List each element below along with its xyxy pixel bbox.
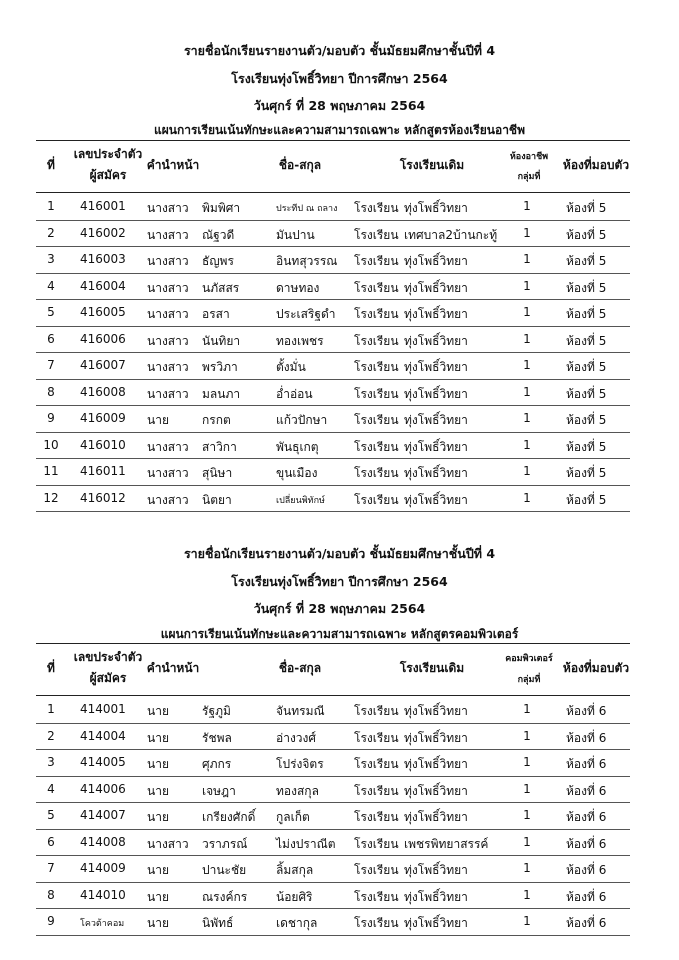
header-room: ห้องที่มอบตัว	[562, 158, 630, 172]
cell-no: 9	[47, 914, 55, 928]
table-top-rule	[36, 643, 630, 644]
cell-group: 1	[523, 278, 531, 293]
cell-group: 1	[523, 702, 531, 716]
section-title: รายชื่อนักเรียนรายงานตัว/มอบตัว ชั้นมัธยมศึกษาชั้นปีที่ 4	[183, 43, 496, 58]
cell-first-name: พรวิภา	[202, 360, 238, 374]
cell-school-word: โรงเรียน	[354, 466, 399, 480]
cell-applicant-id: 414008	[80, 834, 126, 849]
cell-school-name: ทุ่งโพธิ์วิทยา	[404, 783, 468, 798]
cell-prefix: นาย	[147, 704, 169, 718]
cell-applicant-id: 414007	[80, 808, 126, 822]
cell-school-name: เพชรพิทยาสรรค์	[404, 836, 489, 851]
cell-room: ห้องที่ 5	[566, 360, 607, 374]
cell-last-name: ดาษทอง	[276, 280, 320, 295]
cell-first-name: ปานะชัย	[202, 863, 247, 877]
header-name: ชื่อ-สกุล	[278, 661, 322, 675]
cell-room: ห้องที่ 6	[566, 863, 607, 877]
cell-last-name: ลิ้มสกุล	[276, 863, 314, 877]
cell-prefix: นางสาว	[147, 280, 189, 295]
table-row	[36, 724, 630, 751]
cell-school-word: โรงเรียน	[354, 810, 399, 824]
cell-group: 1	[523, 331, 531, 346]
cell-first-name: อรสา	[202, 307, 230, 321]
cell-no: 12	[43, 490, 59, 505]
cell-school-name: ทุ่งโพธิ์วิทยา	[404, 386, 468, 401]
cell-school-word: โรงเรียน	[354, 227, 399, 242]
cell-room: ห้องที่ 6	[566, 704, 607, 718]
cell-applicant-id: 416003	[80, 252, 126, 266]
cell-no: 1	[47, 199, 55, 213]
cell-school-name: ทุ่งโพธิ์วิทยา	[404, 254, 468, 268]
table-row	[36, 909, 630, 936]
cell-school-name: ทุ่งโพธิ์วิทยา	[404, 280, 468, 295]
cell-school-word: โรงเรียน	[354, 757, 399, 771]
cell-prefix: นาย	[147, 730, 169, 745]
cell-school-name: ทุ่งโพธิ์วิทยา	[404, 466, 468, 480]
cell-last-name: โปร่งจิตร	[276, 757, 324, 771]
header-group-line2: กลุ่มที่	[517, 172, 541, 182]
cell-prefix: นาย	[147, 889, 169, 904]
cell-group: 1	[523, 305, 531, 319]
cell-first-name: ณัฐวดี	[202, 227, 235, 242]
cell-room: ห้องที่ 5	[566, 227, 607, 242]
cell-school-word: โรงเรียน	[354, 704, 399, 718]
cell-school-name: ทุ่งโพธิ์วิทยา	[404, 333, 468, 348]
program-line: แผนการเรียนเน้นทักษะและความสามารถเฉพาะ หลักสูตรคอมพิวเตอร์	[160, 627, 519, 641]
cell-first-name: กรกต	[202, 413, 231, 427]
cell-applicant-id: 416011	[80, 464, 126, 478]
cell-group: 1	[523, 490, 531, 505]
cell-school-word: โรงเรียน	[354, 783, 399, 798]
cell-first-name: รัฐภูมิ	[202, 704, 231, 718]
cell-school-name: ทุ่งโพธิ์วิทยา	[404, 730, 468, 745]
cell-prefix: นาย	[147, 413, 169, 427]
cell-first-name: เจษฎา	[202, 783, 236, 798]
cell-applicant-id: 414009	[80, 861, 126, 875]
cell-last-name: อ่ำอ่อน	[276, 386, 313, 401]
cell-prefix: นางสาว	[147, 386, 189, 401]
cell-group: 1	[523, 914, 531, 928]
cell-first-name: สาวิกา	[202, 439, 237, 454]
cell-school-word: โรงเรียน	[354, 360, 399, 374]
cell-school-word: โรงเรียน	[354, 201, 399, 215]
cell-group: 1	[523, 728, 531, 743]
cell-room: ห้องที่ 6	[566, 783, 607, 798]
cell-group: 1	[523, 411, 531, 425]
report-date: วันศุกร์ ที่ 28 พฤษภาคม 2564	[253, 601, 426, 616]
cell-first-name: ธัญพร	[202, 254, 234, 268]
cell-group: 1	[523, 437, 531, 452]
cell-school-word: โรงเรียน	[354, 254, 399, 268]
cell-room: ห้องที่ 5	[566, 280, 607, 295]
program-line: แผนการเรียนเน้นทักษะและความสามารถเฉพาะ หลักสูตรห้องเรียนอาชีพ	[153, 123, 525, 137]
cell-last-name: ทองเพชร	[276, 333, 324, 348]
cell-first-name: ศุภกร	[202, 757, 232, 771]
cell-room: ห้องที่ 5	[566, 439, 607, 454]
cell-school-word: โรงเรียน	[354, 307, 399, 321]
cell-prefix: นาย	[147, 863, 169, 877]
cell-no: 3	[47, 252, 55, 266]
table-row	[36, 883, 630, 910]
cell-school-word: โรงเรียน	[354, 413, 399, 427]
cell-room: ห้องที่ 6	[566, 757, 607, 771]
header-group-line1: คอมพิวเตอร์	[505, 654, 553, 664]
cell-prefix: นางสาว	[147, 201, 189, 215]
header-room: ห้องที่มอบตัว	[562, 661, 630, 675]
cell-group: 1	[523, 861, 531, 875]
cell-school-name: ทุ่งโพธิ์วิทยา	[404, 889, 468, 904]
cell-room: ห้องที่ 5	[566, 201, 607, 215]
cell-room: ห้องที่ 5	[566, 307, 607, 321]
cell-no: 7	[47, 358, 55, 372]
cell-prefix: นางสาว	[147, 466, 189, 480]
cell-first-name: พิมพิศา	[202, 201, 241, 215]
cell-applicant-id: 416012	[80, 490, 126, 505]
cell-first-name: นันทิยา	[202, 333, 241, 348]
cell-first-name: เกรียงศักดิ์	[202, 810, 256, 824]
cell-school-name: ทุ่งโพธิ์วิทยา	[404, 307, 468, 321]
cell-last-name: มันปาน	[276, 227, 315, 242]
cell-last-name: ไม่งปราณีต	[276, 836, 336, 851]
cell-group: 1	[523, 252, 531, 266]
header-prefix: คำนำหน้า	[146, 661, 200, 675]
cell-first-name: นิพัทธ์	[202, 916, 234, 930]
cell-last-name: น้อยศิริ	[276, 889, 313, 904]
cell-school-word: โรงเรียน	[354, 889, 399, 904]
cell-prefix: นาย	[147, 916, 169, 930]
cell-first-name: วราภรณ์	[202, 836, 248, 851]
cell-last-name: เดชากุล	[276, 916, 318, 930]
cell-group: 1	[523, 358, 531, 372]
cell-no: 5	[47, 305, 55, 319]
cell-room: ห้องที่ 5	[566, 254, 607, 268]
cell-last-name: ทองสกุล	[276, 783, 319, 798]
cell-first-name: นิตยา	[202, 492, 232, 507]
cell-prefix: นางสาว	[147, 307, 189, 321]
cell-school-word: โรงเรียน	[354, 386, 399, 401]
cell-school-word: โรงเรียน	[354, 280, 399, 295]
header-bottom-rule	[36, 695, 630, 696]
cell-applicant-id: 414001	[80, 702, 126, 716]
cell-last-name: เปลี่ยนพิทักษ์	[276, 495, 325, 506]
cell-last-name: ประทีป ณ ถลาง	[276, 204, 338, 214]
header-applicant-line1: เลขประจำตัว	[73, 650, 143, 664]
cell-no: 6	[47, 834, 55, 849]
cell-first-name: รัชพล	[202, 730, 232, 745]
cell-first-name: สุนิษา	[202, 466, 233, 480]
cell-last-name: กูลเก็ต	[276, 810, 310, 824]
cell-school-name: ทุ่งโพธิ์วิทยา	[404, 492, 468, 507]
cell-group: 1	[523, 808, 531, 822]
cell-applicant-id: 416008	[80, 384, 126, 399]
cell-no: 8	[47, 384, 55, 399]
cell-group: 1	[523, 199, 531, 213]
cell-applicant-id: 416005	[80, 305, 126, 319]
cell-last-name: ขุนเมือง	[276, 466, 318, 480]
cell-applicant-id: โควต้าคอม	[80, 919, 125, 929]
header-applicant-line1: เลขประจำตัว	[73, 147, 143, 161]
cell-room: ห้องที่ 5	[566, 386, 607, 401]
cell-school-word: โรงเรียน	[354, 836, 399, 851]
cell-prefix: นาย	[147, 783, 169, 798]
table-row	[36, 697, 630, 724]
cell-school-word: โรงเรียน	[354, 730, 399, 745]
cell-no: 5	[47, 808, 55, 822]
cell-room: ห้องที่ 5	[566, 466, 607, 480]
cell-no: 9	[47, 411, 55, 425]
cell-school-name: ทุ่งโพธิ์วิทยา	[404, 413, 468, 427]
cell-last-name: อ่างวงศ์	[276, 730, 317, 745]
table-row	[36, 803, 630, 830]
cell-last-name: จันทรมณี	[276, 704, 325, 718]
header-group-line1: ห้องอาชีพ	[509, 152, 549, 162]
header-prev-school: โรงเรียนเดิม	[399, 661, 465, 675]
cell-first-name: ณรงค์กร	[202, 889, 248, 904]
cell-school-name: ทุ่งโพธิ์วิทยา	[404, 916, 468, 930]
cell-room: ห้องที่ 6	[566, 916, 607, 930]
cell-last-name: พันธุเกตุ	[276, 439, 319, 454]
cell-last-name: ประเสริฐดำ	[276, 307, 336, 321]
cell-group: 1	[523, 464, 531, 478]
cell-last-name: อินทสุวรรณ	[276, 254, 338, 268]
cell-school-word: โรงเรียน	[354, 916, 399, 930]
cell-school-name: ทุ่งโพธิ์วิทยา	[404, 863, 468, 877]
cell-first-name: นภัสสร	[202, 280, 240, 295]
cell-group: 1	[523, 781, 531, 796]
cell-school-word: โรงเรียน	[354, 333, 399, 348]
cell-last-name: ตั้งมั่น	[276, 360, 306, 374]
table-row	[36, 830, 630, 857]
cell-room: ห้องที่ 5	[566, 333, 607, 348]
cell-room: ห้องที่ 6	[566, 810, 607, 824]
cell-no: 11	[43, 464, 59, 478]
cell-applicant-id: 414004	[80, 728, 126, 743]
cell-group: 1	[523, 755, 531, 769]
cell-group: 1	[523, 834, 531, 849]
cell-applicant-id: 416007	[80, 358, 126, 372]
cell-applicant-id: 414005	[80, 755, 126, 769]
cell-school-name: ทุ่งโพธิ์วิทยา	[404, 360, 468, 374]
cell-school-word: โรงเรียน	[354, 863, 399, 877]
header-applicant-line2: ผู้สมัคร	[89, 168, 127, 182]
cell-applicant-id: 416001	[80, 199, 126, 213]
cell-applicant-id: 414010	[80, 887, 126, 902]
table-row	[36, 856, 630, 883]
cell-school-name: เทศบาล2บ้านกะทู้	[404, 227, 498, 242]
cell-room: ห้องที่ 5	[566, 492, 607, 507]
cell-school-name: ทุ่งโพธิ์วิทยา	[404, 704, 468, 718]
cell-applicant-id: 416002	[80, 225, 126, 240]
cell-prefix: นางสาว	[147, 360, 189, 374]
cell-prefix: นางสาว	[147, 254, 189, 268]
cell-room: ห้องที่ 6	[566, 836, 607, 851]
header-no: ที่	[47, 158, 55, 172]
cell-no: 3	[47, 755, 55, 769]
table-row	[36, 777, 630, 804]
cell-prefix: นางสาว	[147, 333, 189, 348]
cell-no: 2	[47, 728, 55, 743]
cell-room: ห้องที่ 5	[566, 413, 607, 427]
cell-no: 8	[47, 887, 55, 902]
report-date: วันศุกร์ ที่ 28 พฤษภาคม 2564	[253, 98, 426, 113]
cell-group: 1	[523, 225, 531, 240]
cell-prefix: นาย	[147, 810, 169, 824]
cell-prefix: นางสาว	[147, 439, 189, 454]
cell-room: ห้องที่ 6	[566, 889, 607, 904]
cell-no: 4	[47, 781, 55, 796]
header-prefix: คำนำหน้า	[146, 158, 200, 172]
cell-applicant-id: 416009	[80, 411, 126, 425]
cell-no: 7	[47, 861, 55, 875]
cell-school-name: ทุ่งโพธิ์วิทยา	[404, 757, 468, 771]
header-prev-school: โรงเรียนเดิม	[399, 158, 465, 172]
cell-applicant-id: 416006	[80, 331, 126, 346]
table-row	[36, 750, 630, 777]
cell-group: 1	[523, 384, 531, 399]
cell-prefix: นางสาว	[147, 492, 189, 507]
header-name: ชื่อ-สกุล	[278, 158, 322, 172]
school-year: โรงเรียนทุ่งโพธิ์วิทยา ปีการศึกษา 2564	[231, 574, 448, 589]
cell-school-name: ทุ่งโพธิ์วิทยา	[404, 810, 468, 824]
cell-last-name: แก้วปักษา	[276, 413, 328, 427]
cell-applicant-id: 414006	[80, 781, 126, 796]
cell-no: 1	[47, 702, 55, 716]
header-applicant-line2: ผู้สมัคร	[89, 671, 127, 685]
cell-group: 1	[523, 887, 531, 902]
cell-room: ห้องที่ 6	[566, 730, 607, 745]
cell-prefix: นางสาว	[147, 836, 189, 851]
header-group-line2: กลุ่มที่	[517, 675, 541, 685]
cell-school-word: โรงเรียน	[354, 439, 399, 454]
cell-no: 6	[47, 331, 55, 346]
cell-applicant-id: 416004	[80, 278, 126, 293]
cell-school-name: ทุ่งโพธิ์วิทยา	[404, 439, 468, 454]
cell-applicant-id: 416010	[80, 437, 126, 452]
cell-school-word: โรงเรียน	[354, 492, 399, 507]
cell-no: 4	[47, 278, 55, 293]
school-year: โรงเรียนทุ่งโพธิ์วิทยา ปีการศึกษา 2564	[231, 71, 448, 86]
section-title: รายชื่อนักเรียนรายงานตัว/มอบตัว ชั้นมัธยมศึกษาชั้นปีที่ 4	[183, 546, 496, 561]
cell-school-name: ทุ่งโพธิ์วิทยา	[404, 201, 468, 215]
cell-prefix: นางสาว	[147, 227, 189, 242]
cell-first-name: มลนภา	[202, 386, 241, 401]
header-no: ที่	[47, 661, 55, 675]
cell-prefix: นาย	[147, 757, 169, 771]
cell-no: 2	[47, 225, 55, 240]
cell-no: 10	[43, 437, 59, 452]
